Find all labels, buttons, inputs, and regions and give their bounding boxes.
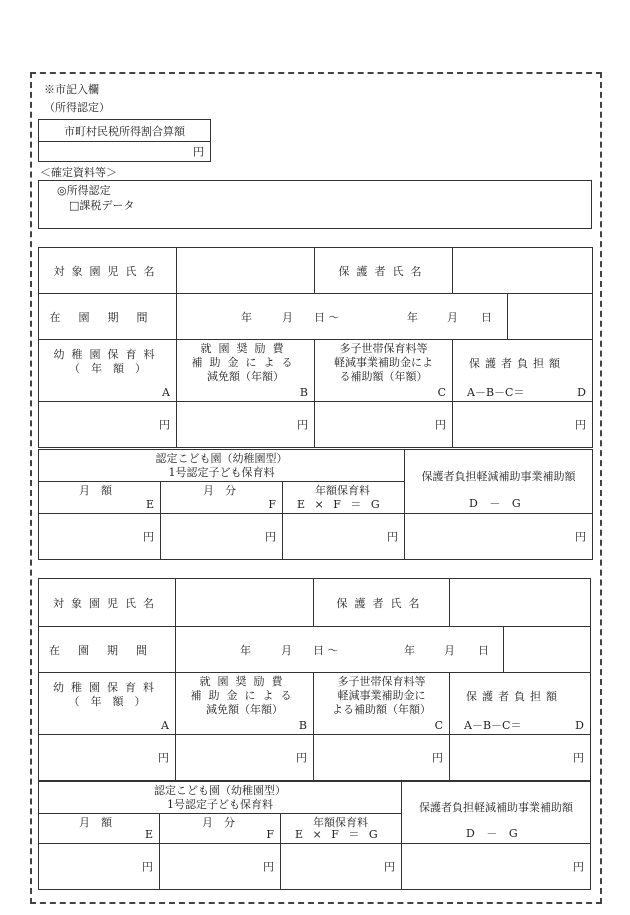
dg-formula: D － G [469,497,525,510]
yen-unit: 円 [575,530,587,543]
fee-label-line2: （ 年 額 ） [69,362,146,375]
subsidy-label-line1: 就園奨励費 [199,675,290,688]
period-day-2: 日 [478,644,489,657]
multi-label-line2: 軽減事業補助金に [337,689,426,702]
income-cert-label: （所得認定） [44,101,110,114]
period-day-2: 日 [481,311,492,324]
months-label: 月 分 [203,484,236,497]
yen-unit: 円 [142,860,153,873]
annual-label-cell [281,814,402,844]
fee-label-line2: （ 年 額 ） [68,695,146,708]
period-month-2: 月 [447,311,458,324]
yen-unit: 円 [384,860,396,873]
tax-total-table [38,119,211,162]
annual-formula: E × F ＝ G [295,828,381,841]
multi-label-line3: る補助額（年額） [339,370,428,383]
subsidy-letter: B [299,386,308,399]
period-day-1: 日 ～ [313,644,339,657]
burden-label: 保護者負担額 [466,690,562,703]
tax-total-label: 市町村民税所得割合算額 [39,120,211,142]
record-table-1 [38,247,593,448]
period-extra-field[interactable] [508,294,593,340]
multi-label-line2: 軽減事業補助金によ [334,356,433,369]
nintei-table-1 [38,449,593,560]
annual-label: 年額保育料 [313,816,368,829]
reduction-label: 保護者負担軽減補助事業補助額 D － G [402,782,591,844]
multi-label-cell [315,340,453,402]
burden-label: 保護者負担額 [469,357,565,370]
yen-unit: 円 [296,751,307,764]
nintei-title [39,782,402,814]
period-day-1: 日 ～ [314,311,340,324]
multi-label-line1: 多子世帯保育料等 [337,675,426,688]
monthly-label: 月 額 [79,484,112,497]
subsidy-label-cell [176,673,314,735]
multi-letter: C [434,719,443,732]
city-section-title: ※市記入欄 [44,83,99,96]
annual-formula: E × F ＝ G [297,498,383,511]
monthly-letter: E [144,828,153,841]
multi-label-line1: 多子世帯保育料等 [339,342,428,355]
confirm-docs-label: ＜確定資料等＞ [40,166,117,179]
dg-formula: D － G [466,827,522,840]
guardian-name-field[interactable] [450,579,591,627]
period-year-2: 年 [407,311,418,324]
subsidy-label-line2: 補助金による [191,356,300,369]
burden-letter: D [575,719,584,732]
yen-unit: 円 [158,751,169,764]
annual-value[interactable] [281,844,402,890]
record-table-2 [38,578,591,781]
months-label: 月 分 [202,816,235,829]
annual-label-cell [283,482,405,514]
burden-label-cell [450,673,591,735]
yen-unit: 円 [143,530,154,543]
income-cert-item: ◎所得認定 [57,184,111,197]
nintei-title-line2: 1号認定子ども保育料 [168,465,275,479]
multi-letter: C [437,386,446,399]
fee-label-line1: 幼稚園保育料 [53,348,162,361]
period-label: 在園期間 [39,627,176,673]
yen-unit: 円 [159,418,170,431]
months-label-cell [160,814,281,844]
burden-letter: D [577,386,586,399]
fee-value[interactable] [39,735,176,781]
nintei-title-line1: 認定こども園（幼稚園型） [155,451,288,465]
months-label-cell [161,482,283,514]
monthly-value[interactable] [39,844,160,890]
fee-letter: A [162,386,170,399]
yen-unit: 円 [573,860,585,873]
nintei-title-line1: 認定こども園（幼稚園型） [154,783,286,797]
yen-unit: 円 [193,145,204,158]
yen-unit: 円 [432,751,443,764]
guardian-name-field[interactable] [453,248,593,294]
months-value[interactable] [160,844,281,890]
annual-value[interactable] [283,514,405,560]
monthly-label-cell [39,814,160,844]
guardian-name-label: 保護者氏名 [314,579,450,627]
yen-unit: 円 [297,418,308,431]
monthly-letter: E [145,498,154,511]
yen-unit: 円 [263,860,274,873]
period-dates[interactable] [177,294,508,340]
months-letter: F [268,498,276,511]
burden-formula: A－B－C＝ [464,719,522,732]
burden-label-cell [453,340,593,402]
subsidy-label-line1: 就園奨励費 [200,342,291,355]
child-name-label: 対象園児氏名 [39,579,176,627]
burden-formula: A－B－C＝ [467,386,525,399]
tax-total-value[interactable] [39,142,211,162]
guardian-name-label: 保護者氏名 [315,248,453,294]
nintei-title [39,450,405,482]
subsidy-label-line3: 減免額（年額） [207,370,284,383]
child-name-field[interactable] [176,579,314,627]
child-name-label: 対象園児氏名 [39,248,177,294]
confirm-docs-box [38,180,592,229]
nintei-title-line2: 1号認定子ども保育料 [167,797,273,811]
period-month-1: 月 [281,644,292,657]
subsidy-value[interactable] [176,735,314,781]
multi-value[interactable] [314,735,450,781]
tax-data-item: □課税データ [69,199,135,212]
burden-value[interactable] [450,735,591,781]
period-year-1: 年 [240,644,251,657]
nintei-table-2 [38,781,591,890]
yen-unit: 円 [573,751,584,764]
fee-label-cell [39,673,176,735]
yen-unit: 円 [387,530,399,543]
annual-label: 年額保育料 [315,484,370,497]
months-value[interactable] [161,514,283,560]
reduction-value[interactable] [405,514,593,560]
yen-unit: 円 [265,530,276,543]
subsidy-letter: B [298,719,307,732]
period-extra-field[interactable] [504,627,591,673]
fee-letter: A [161,719,169,732]
subsidy-value[interactable] [177,402,315,448]
burden-value[interactable] [453,402,593,448]
subsidy-label-cell [177,340,315,402]
period-dates[interactable] [176,627,504,673]
subsidy-label-line3: 減免額（年額） [206,703,283,716]
multi-label-cell [314,673,450,735]
yen-unit: 円 [435,418,446,431]
multi-label-line3: よる補助額（年額） [332,703,431,716]
period-month-2: 月 [444,644,455,657]
period-label: 在園期間 [39,294,177,340]
monthly-label-cell [39,482,161,514]
period-year-2: 年 [404,644,415,657]
reduction-label: 保護者負担軽減補助事業補助額 D － G [405,450,593,514]
period-year-1: 年 [241,311,252,324]
multi-value[interactable] [315,402,453,448]
fee-value[interactable] [39,402,177,448]
fee-label-line1: 幼稚園保育料 [53,681,161,694]
fee-label-cell [39,340,177,402]
subsidy-label-line2: 補助金による [190,689,299,702]
period-month-1: 月 [282,311,293,324]
months-letter: F [266,828,274,841]
monthly-label: 月 額 [79,816,112,829]
yen-unit: 円 [575,418,586,431]
monthly-value[interactable] [39,514,161,560]
child-name-field[interactable] [177,248,315,294]
reduction-value[interactable] [402,844,591,890]
